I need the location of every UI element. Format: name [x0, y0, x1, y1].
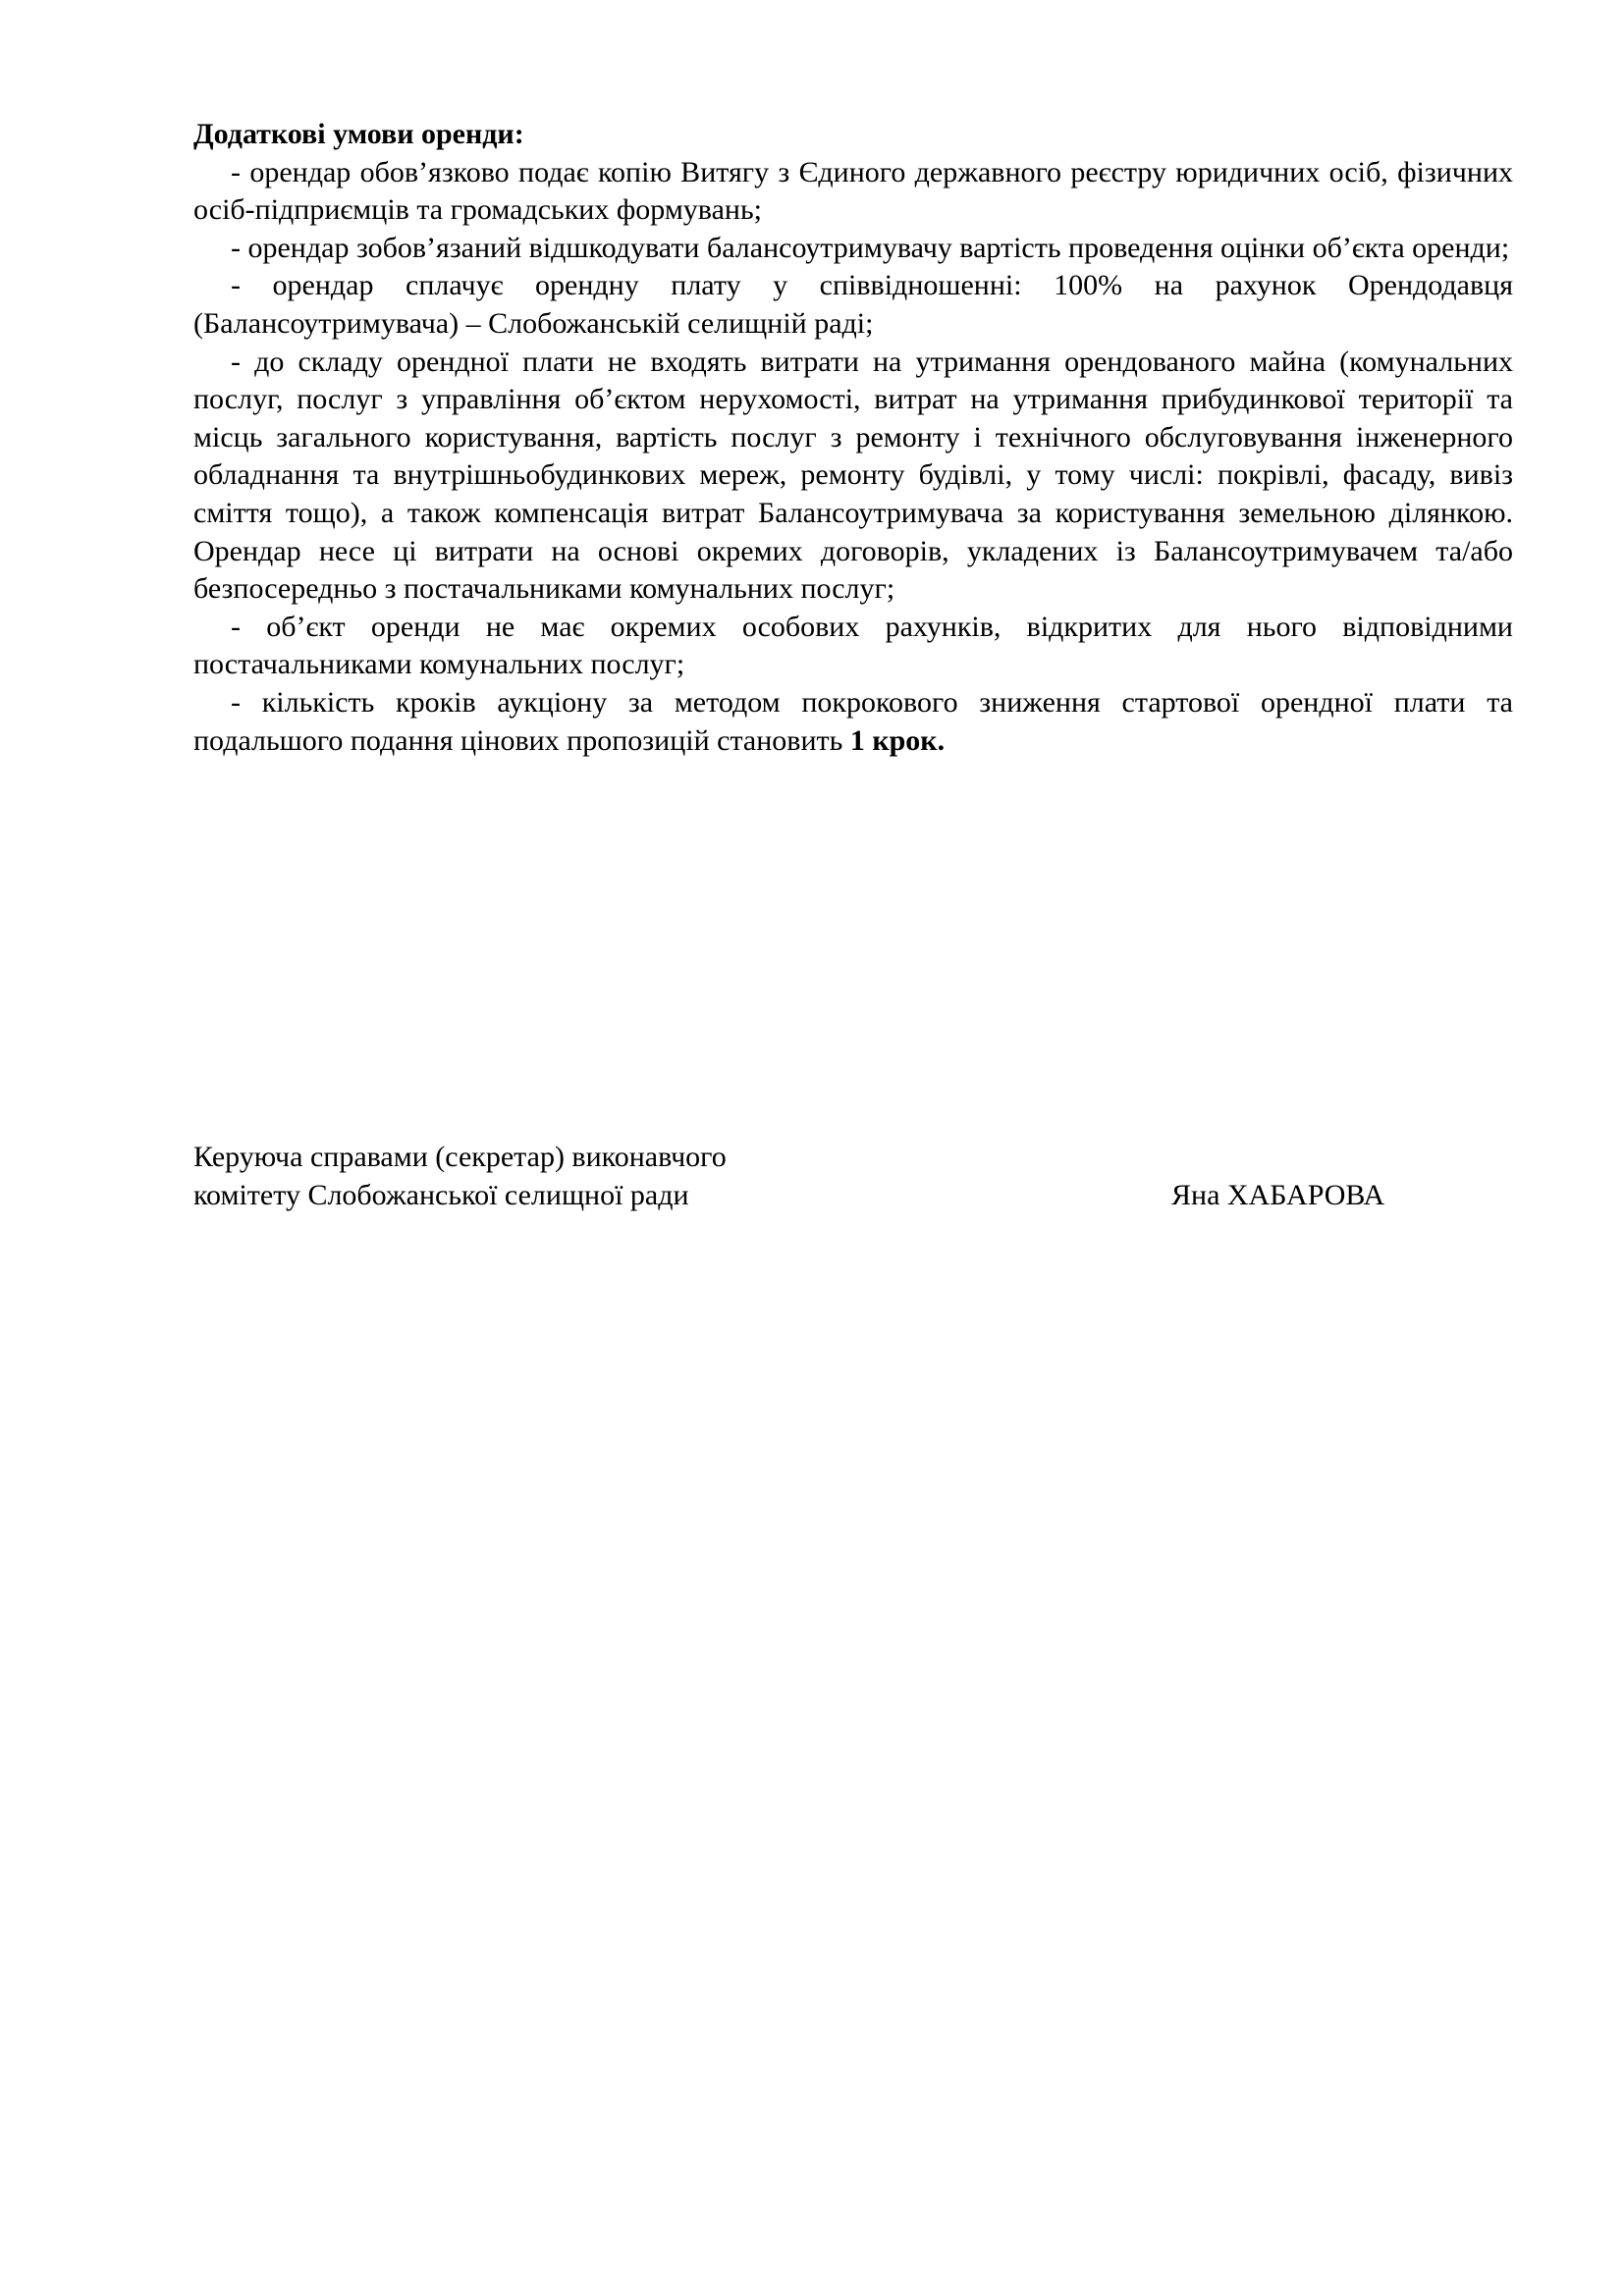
signatory-name: Яна ХАБАРОВА	[1171, 1178, 1385, 1211]
signature-block	[193, 1139, 1431, 1214]
signatory-position-line1: Керуюча справами (секретар) виконавчого	[193, 1141, 727, 1173]
condition-item-valuation: - орендар зобов’язаний відшкодувати балансоутримувачу вартість проведення оцінки об’єкта оренди;	[231, 231, 1510, 264]
auction-steps-text: - кількість кроків аукціону за методом покрокового зниження стартової орендної плати та подальшого подання цінових пропозицій становить	[193, 685, 1513, 757]
signatory-position-line2: комітету Слобожанської селищної ради	[193, 1178, 689, 1211]
additional-lease-conditions	[193, 116, 1513, 760]
condition-item-expenses: - до складу орендної плати не входять витрати на утримання орендованого майна (комунальних послуг, послуг з управління об’єктом нерухомості, витрат на утримання прибудинкової території та місць загального користування, вартість послуг з ремонту і технічного обслуговування інженерного обладнання та внутрішньобудинкових мереж, ремонту будівлі, у тому числі: покрівлі, фасаду, вивіз сміття тощо), а також компенсація витрат Балансоутримувача за користування земельною ділянкою. Орендар несе ці витрати на основі окремих договорів, укладених із Балансоутримувачем та/або безпосередньо з постачальниками комунальних послуг;	[193, 345, 1513, 606]
condition-item-auction-steps	[193, 684, 1513, 760]
conditions-heading: Додаткові умови оренди:	[193, 118, 524, 150]
condition-item-payment: - орендар сплачує орендну плату у співвідношенні: 100% на рахунок Орендодавця (Балансоутримувача) – Слобожанській селищній раді;	[193, 269, 1513, 340]
auction-steps-count: 1 крок.	[849, 723, 946, 757]
condition-item-accounts: - об’єкт оренди не має окремих особових рахунків, відкритих для нього відповідними постачальниками комунальних послуг;	[193, 610, 1513, 681]
condition-item-extract: - орендар обов’язково подає копію Витягу з Єдиного державного реєстру юридичних осіб, фізичних осіб-підприємців та громадських формувань;	[193, 155, 1513, 227]
